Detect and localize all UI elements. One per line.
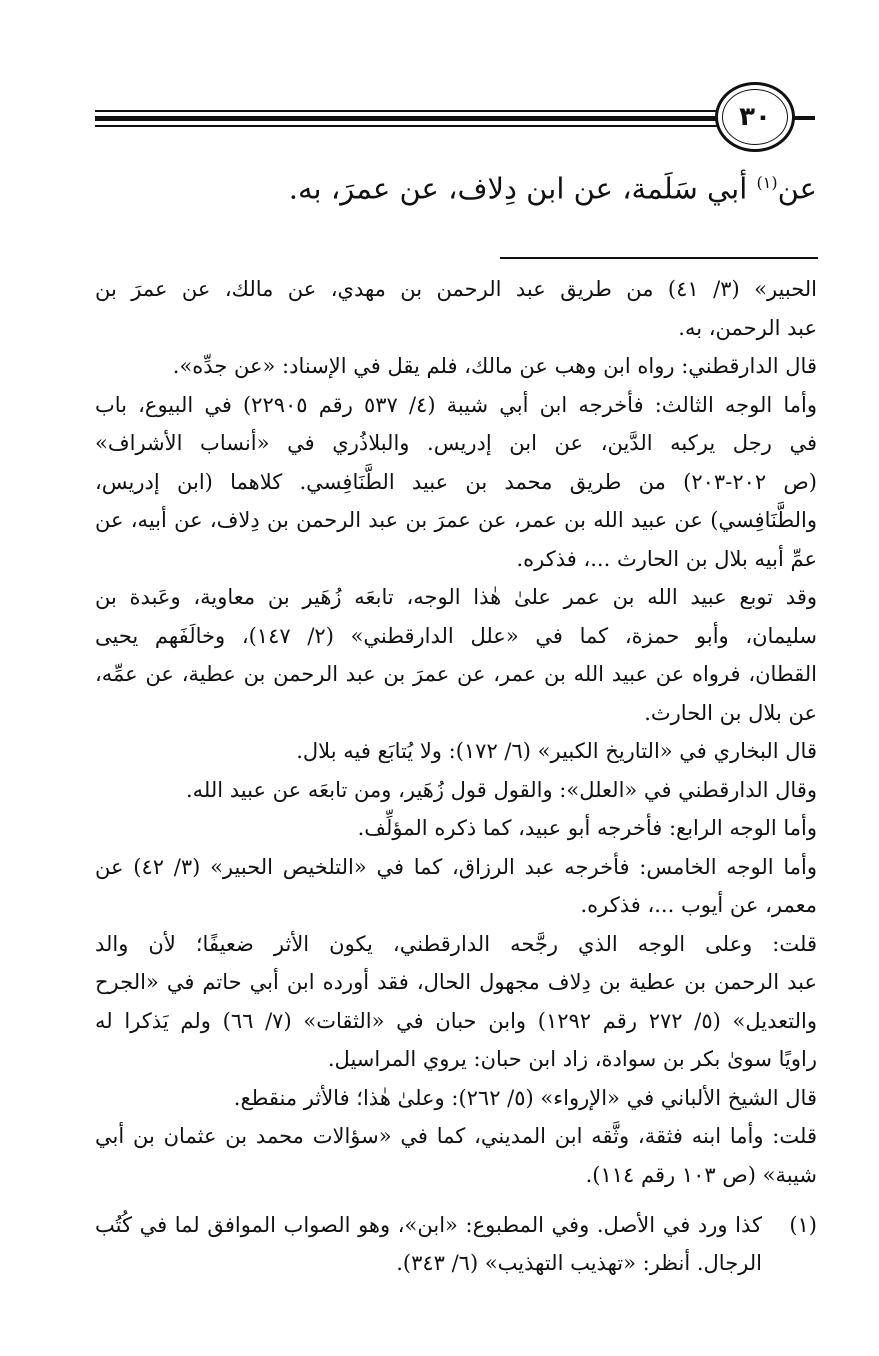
footnote-block (95, 1206, 817, 1282)
note-line: القطان، فرواه عن عبيد الله بن عمر، عن عمرَ بن عبد الرحمن بن عطية، عن عمِّه، (95, 662, 817, 686)
footnote-reference: (١) (756, 173, 778, 192)
page-number-badge (715, 82, 795, 152)
main-text-prefix: عن (777, 171, 817, 206)
header-rule-thick (95, 116, 725, 121)
footnote-text (95, 1206, 762, 1282)
footnote-marker: (١) (789, 1213, 817, 1237)
note-line: قال الشيخ الألباني في «الإرواء» (٥/ ٢٦٢): وعلىٰ هٰذا؛ فالأثر منقطع. (233, 1085, 817, 1110)
note-line: في رجل يركبه الدَّين، عن ابن إدريس. والبلاذُري في «أنساب الأشراف» (95, 431, 817, 455)
note-line: عمِّ أبيه بلال بن الحارث ...، فذكره. (516, 546, 817, 571)
notes-block (95, 270, 817, 1194)
note-line: قلت: وعلى الوجه الذي رجَّحه الدارقطني، يكون الأثر ضعيفًا؛ لأن والد (95, 931, 817, 956)
footnote-line: الرجال. أنظر: «تهذيب التهذيب» (٦/ ٣٤٣). (396, 1251, 762, 1275)
note-line: عبد الرحمن بن عطية بن دِلاف مجهول الحال، فقد أورده ابن أبي حاتم في «الجرح (95, 970, 817, 994)
note-line: (ص ٢٠٢-٢٠٣) من طريق محمد بن عبيد الطَّنَافِسي. كلاهما (ابن إدريس، (95, 469, 817, 494)
note-line: وقد توبع عبيد الله بن عمر علىٰ هٰذا الوجه، تابعَه زُهَير بن معاوية، وعَبدة بن (95, 585, 817, 609)
footnote-separator (500, 257, 818, 259)
note-line: شيبة» (ص ١٠٣ رقم ١١٤). (585, 1162, 817, 1187)
note-line: عبد الرحمن، به. (678, 315, 817, 340)
note-line: وأما الوجه الرابع: فأخرجه أبو عبيد، كما ذكره المؤلِّف. (357, 816, 817, 840)
note-line: قال الدارقطني: رواه ابن وهب عن مالك، فلم يقل في الإسناد: «عن جدِّه». (172, 354, 817, 378)
main-text-body: أبي سَلَمة، عن ابن دِلاف، عن عمرَ، به. (288, 171, 757, 206)
footnote-row (95, 1206, 817, 1282)
note-line: وقال الدارقطني في «العلل»: والقول قول زُهَير، ومن تابعَه عن عبيد الله. (185, 777, 817, 802)
note-line: الحبير» (٣/ ٤١) من طريق عبد الرحمن بن مهدي، عن مالك، عن عمرَ بن (95, 277, 817, 301)
footnote-line: كذا ورد في الأصل. وفي المطبوع: «ابن»، وهو الصواب الموافق لما في كُتُب (95, 1213, 762, 1237)
main-text-line (95, 158, 817, 214)
header-rule-thin-top (95, 110, 725, 112)
note-line: وأما الوجه الثالث: فأخرجه ابن أبي شيبة (٤/ ٥٣٧ رقم ٢٢٩٠٥) في البيوع، باب (95, 392, 817, 417)
note-line: راويًا سوىٰ بكر بن سوادة، زاد ابن حبان: يروي المراسيل. (327, 1047, 817, 1071)
note-line: والتعديل» (٥/ ٢٧٢ رقم ١٢٩٢) وابن حبان في «الثقات» (٧/ ٦٦) ولم يَذكرا له (95, 1008, 817, 1033)
note-line: سليمان، وأبو حمزة، كما في «علل الدارقطني» (٢/ ١٤٧)، وخالَفَهم يحيى (95, 623, 817, 648)
note-line: والطَّنَافِسي) عن عبيد الله بن عمر، عن عمرَ بن عبد الرحمن بن دِلاف، عن أبيه، عن (95, 508, 817, 532)
note-line: قلت: وأما ابنه فثقة، وثَّقه ابن المديني، كما في «سؤالات محمد بن عثمان بن أبي (95, 1124, 817, 1148)
note-line: قال البخاري في «التاريخ الكبير» (٦/ ١٧٢): ولا يُتابَع فيه بلال. (296, 739, 817, 763)
note-line: معمر، عن أيوب ...، فذكره. (580, 893, 817, 917)
page-header (0, 0, 879, 160)
header-rule-thin-bottom (95, 125, 725, 127)
note-line: عن بلال بن الحارث. (644, 700, 817, 725)
note-line: وأما الوجه الخامس: فأخرجه عبد الرزاق، كما في «التلخيص الحبير» (٣/ ٤٢) عن (95, 854, 817, 879)
page-number: ٣٠ (739, 102, 771, 132)
